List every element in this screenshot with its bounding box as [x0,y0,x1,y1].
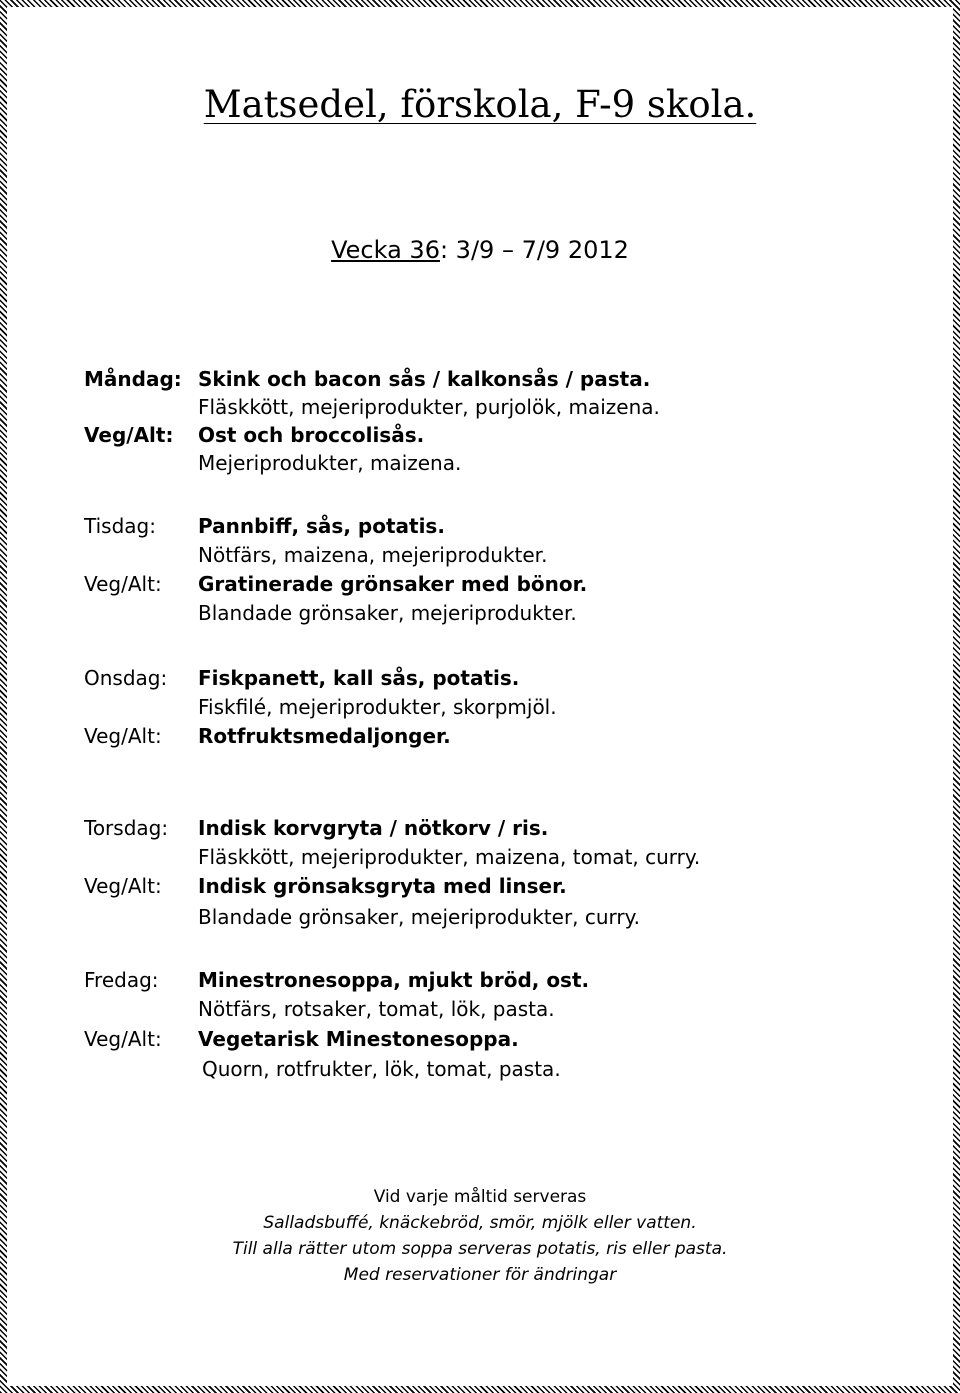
friday-dish: Minestronesoppa, mjukt bröd, ost. [198,968,590,992]
alt-label-thursday: Veg/Alt: [84,874,162,898]
day-label-wednesday: Onsdag: [84,666,168,690]
page-title [0,80,960,130]
friday-alt-ingredients: Quorn, rotfrukter, lök, tomat, pasta. [202,1057,561,1081]
friday-alt-dish: Vegetarisk Minestonesoppa. [198,1027,519,1051]
thursday-dish: Indisk korvgryta / nötkorv / ris. [198,816,549,840]
tuesday-alt-ingredients: Blandade grönsaker, mejeriprodukter. [198,601,577,625]
wednesday-dish: Fiskpanett, kall sås, potatis. [198,666,520,690]
wednesday-alt-dish: Rotfruktsmedaljonger. [198,724,451,748]
day-label-thursday: Torsdag: [84,816,169,840]
alt-label-friday: Veg/Alt: [84,1027,162,1051]
monday-alt-ingredients: Mejeriprodukter, maizena. [198,451,462,475]
footer-notes [0,1184,960,1288]
footer-line-reservations: Med reservationer för ändringar [343,1265,617,1285]
tuesday-alt-dish: Gratinerade grönsaker med bönor. [198,572,588,596]
day-label-tuesday: Tisdag: [84,514,156,538]
week-dates: : 3/9 – 7/9 2012 [439,236,629,264]
thursday-alt-dish: Indisk grönsaksgryta med linser. [198,874,567,898]
monday-ingredients: Fläskkött, mejeriprodukter, purjolök, maizena. [198,395,660,419]
footer-line-salad: Salladsbuffé, knäckebröd, smör, mjölk eller vatten. [263,1213,697,1233]
wednesday-ingredients: Fiskfilé, mejeriprodukter, skorpmjöl. [198,695,557,719]
alt-label-tuesday: Veg/Alt: [84,572,162,596]
title-text: Matsedel, förskola, F-9 skola. [203,83,757,126]
monday-dish: Skink och bacon sås / kalkonsås / pasta. [198,367,651,391]
footer-line-sides: Till alla rätter utom soppa serveras potatis, ris eller pasta. [232,1239,728,1259]
thursday-alt-ingredients: Blandade grönsaker, mejeriprodukter, curry. [198,905,640,929]
alt-label-wednesday: Veg/Alt: [84,724,162,748]
monday-alt-dish: Ost och broccolisås. [198,423,425,447]
day-label-friday: Fredag: [84,968,159,992]
alt-label-monday: Veg/Alt: [84,423,174,447]
friday-ingredients: Nötfärs, rotsaker, tomat, lök, pasta. [198,997,555,1021]
tuesday-ingredients: Nötfärs, maizena, mejeriprodukter. [198,543,548,567]
footer-line-served: Vid varje måltid serveras [373,1187,587,1207]
week-heading [0,233,960,267]
thursday-ingredients: Fläskkött, mejeriprodukter, maizena, tomat, curry. [198,845,701,869]
week-label: Vecka 36 [331,236,440,264]
tuesday-dish: Pannbiff, sås, potatis. [198,514,445,538]
day-label-monday: Måndag: [84,367,182,391]
